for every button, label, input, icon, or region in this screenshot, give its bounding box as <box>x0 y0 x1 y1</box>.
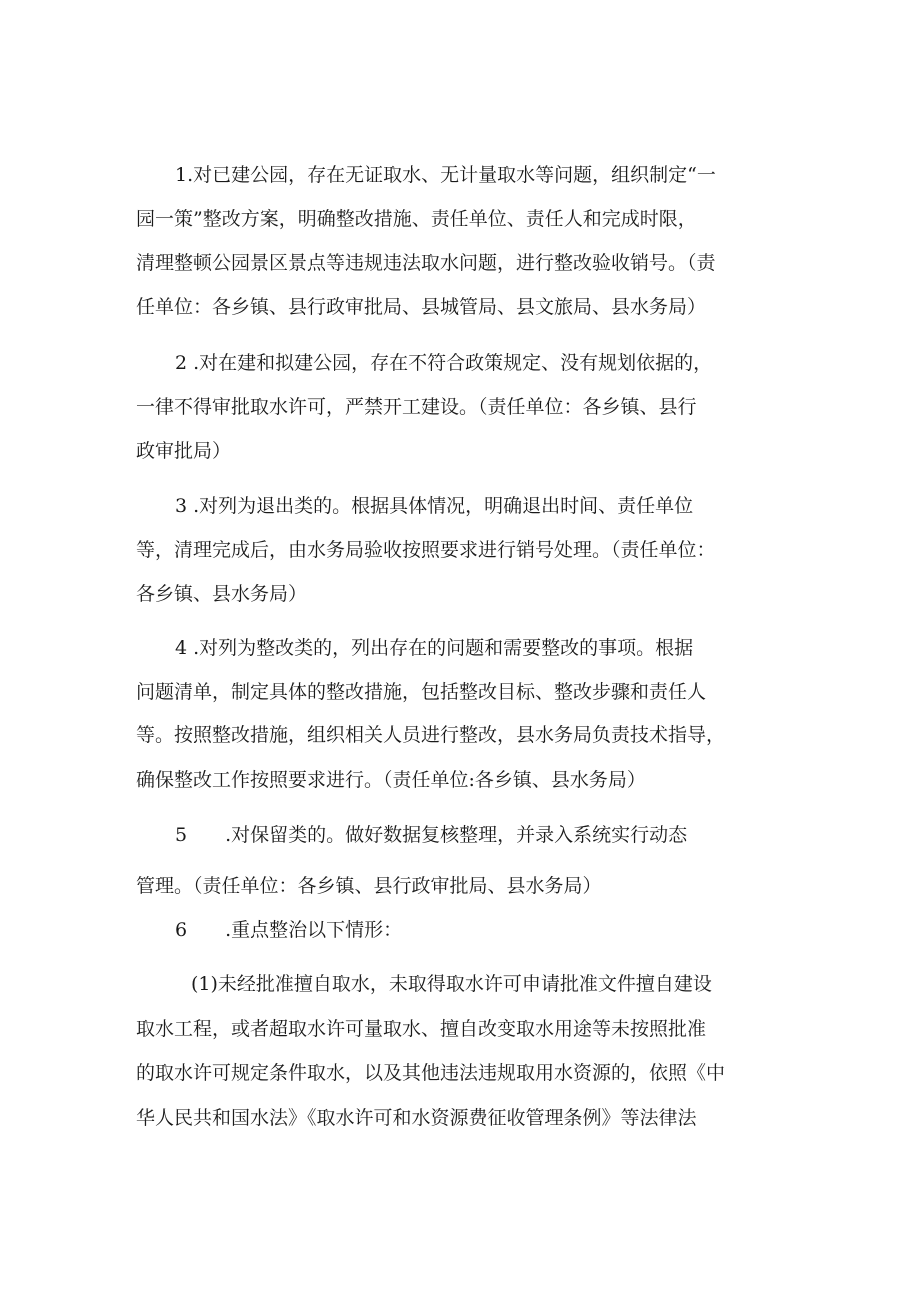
paragraph-7-line-3: 的取水许可规定条件取水，以及其他违法违规取用水资源的，依照《中 <box>136 1062 726 1084</box>
paragraph-1-line-1: 1.对已建公园，存在无证取水、无计量取水等问题，组织制定“一 <box>175 164 716 186</box>
paragraph-6-line-1: 6 .重点整治以下情形： <box>175 919 403 941</box>
paragraph-1-line-2: 园一策”整改方案，明确整改措施、责任单位、责任人和完成时限， <box>136 208 697 230</box>
paragraph-5-line-2: 管理。（责任单位：各乡镇、县行政审批局、县水务局） <box>136 875 602 897</box>
paragraph-3-line-1: 3 .对列为退出类的。根据具体情况，明确退出时间、责任单位 <box>175 495 694 517</box>
paragraph-2-line-1: 2 .对在建和拟建公园，存在不符合政策规定、没有规划依据的， <box>175 352 713 374</box>
paragraph-4-line-1: 4 .对列为整改类的，列出存在的问题和需要整改的事项。根据 <box>175 637 694 659</box>
paragraph-4-line-2: 问题清单，制定具体的整改措施，包括整改目标、整改步骤和责任人 <box>136 681 707 703</box>
paragraph-2-line-2: 一律不得审批取水许可，严禁开工建设。（责任单位：各乡镇、县行 <box>136 396 697 418</box>
paragraph-1-line-4: 任单位：各乡镇、县行政审批局、县城管局、县文旅局、县水务局） <box>136 296 707 318</box>
paragraph-5-line-1: 5 .对保留类的。做好数据复核整理，并录入系统实行动态 <box>175 824 688 846</box>
paragraph-7-line-2: 取水工程，或者超取水许可量取水、擅自改变取水用途等未按照批准 <box>136 1018 707 1040</box>
paragraph-7-line-1: (1)未经批准擅自取水，未取得取水许可申请批准文件擅自建设 <box>191 973 712 995</box>
paragraph-3-line-3: 各乡镇、县水务局） <box>136 583 308 605</box>
paragraph-2-line-3: 政审批局） <box>136 440 232 462</box>
paragraph-1-line-3: 清理整顿公园景区景点等违规违法取水问题，进行整改验收销号。（责 <box>136 252 716 274</box>
paragraph-4-line-3: 等。按照整改措施，组织相关人员进行整改，县水务局负责技术指导， <box>136 724 726 746</box>
paragraph-7-line-4: 华人民共和国水法》《取水许可和水资源费征收管理条例》等法律法 <box>136 1107 697 1129</box>
paragraph-4-line-4: 确保整改工作按照要求进行。（责任单位:各乡镇、县水务局） <box>136 769 646 791</box>
paragraph-3-line-2: 等，清理完成后，由水务局验收按照要求进行销号处理。（责任单位： <box>136 539 716 561</box>
